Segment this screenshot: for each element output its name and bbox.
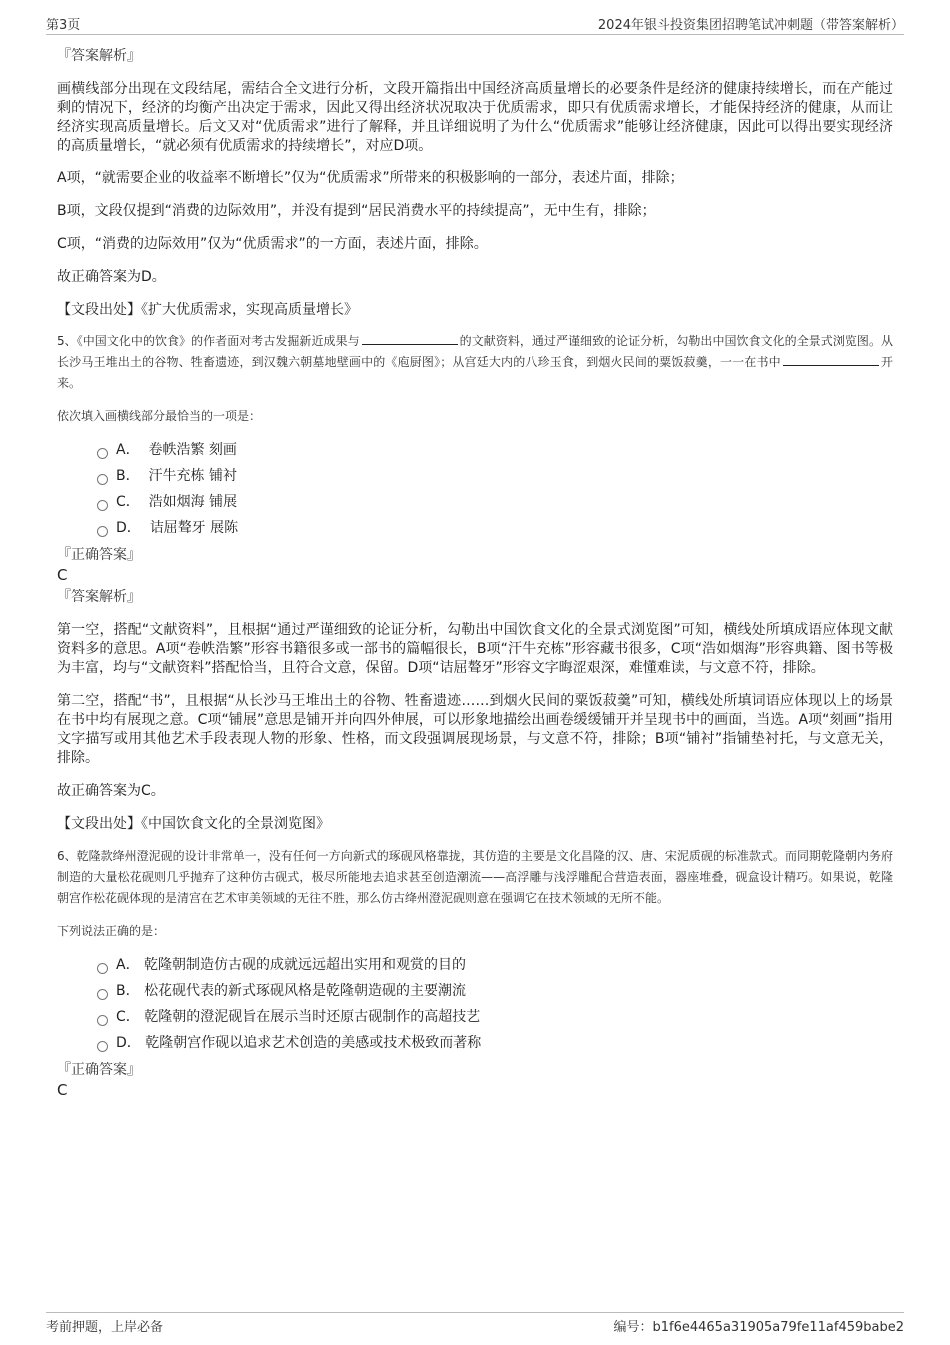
radio-icon[interactable]	[97, 526, 108, 537]
radio-icon[interactable]	[97, 963, 108, 974]
radio-icon[interactable]	[97, 474, 108, 485]
page-header	[46, 14, 904, 35]
q4-conclusion: 故正确答案为D。	[57, 269, 166, 285]
q5-analysis-p2: 第二空，搭配“书”，且根据“从长沙马王堆出土的谷物、牲畜遗迹……到烟火民间的粟饭菽羹”可知，横线处所填词语应体现以上的场景在书中均有展现之意。C项“铺展”意思是铺开并向四外伸展，可以形象地描绘出画卷缓缓铺开并呈现书中的画面，当选。A项“刻画”指用文字描写或用其他艺术手段表现人物的形象、性格，而文段强调展现场景，与文意不符，排除；B项“铺衬”指铺垫衬托，与文意无关，排除。	[57, 693, 893, 766]
q6-option-c[interactable]: C． 乾隆朝的澄泥砚旨在展示当时还原古砚制作的高超技艺	[97, 1004, 893, 1030]
q5-prompt: 依次填入画横线部分最恰当的一项是：	[57, 409, 262, 423]
q4-analysis-p3: B项，文段仅提到“消费的边际效用”，并没有提到“居民消费水平的持续提高”，无中生有，排除；	[57, 203, 656, 219]
q5-blank-2	[783, 353, 879, 366]
q5-analysis-label: 『答案解析』	[57, 589, 141, 605]
q5-correct-answer: C	[57, 566, 68, 584]
q5-options	[57, 437, 893, 541]
radio-icon[interactable]	[97, 1015, 108, 1026]
footer-slogan: 考前押题，上岸必备	[46, 1320, 164, 1335]
q5-stem: 5、《中国文化中的饮食》的作者面对考古发掘新近成果与 的文献资料，通过严谨细致的论证分析，勾勒出中国饮食文化的全景式浏览图。从长沙马王堆出土的谷物、牲畜遗迹，到汉魏六朝墓地壁画中的《庖厨图》；从宫廷大内的八珍玉食，到烟火民间的粟饭菽羹，一一在书中 开来。	[57, 334, 893, 390]
document-id: 编号：b1f6e4465a31905a79fe11af459babe2	[613, 1320, 904, 1335]
q6-option-a[interactable]: A． 乾隆朝制造仿古砚的成就远远超出实用和观赏的目的	[97, 952, 893, 978]
q6-option-b[interactable]: B． 松花砚代表的新式琢砚风格是乾隆朝造砚的主要潮流	[97, 978, 893, 1004]
q6-option-d[interactable]: D． 乾隆朝宫作砚以追求艺术创造的美感或技术极致而著称	[97, 1030, 893, 1056]
page-number: 第3页	[46, 18, 81, 33]
radio-icon[interactable]	[97, 989, 108, 1000]
radio-icon[interactable]	[97, 500, 108, 511]
radio-icon[interactable]	[97, 1041, 108, 1052]
radio-icon[interactable]	[97, 448, 108, 459]
q5-option-b[interactable]: B． 汗牛充栋 铺衬	[97, 463, 893, 489]
q4-analysis-p1: 画横线部分出现在文段结尾，需结合全文进行分析，文段开篇指出中国经济高质量增长的必要条件是经济的健康持续增长，而在产能过剩的情况下，经济的均衡产出决定于需求，因此又得出经济状况取决于优质需求，即只有优质需求增长，才能保持经济的健康，从而让经济实现高质量增长。后文又对“优质需求”进行了解释，并且详细说明了为什么“优质需求”能够让经济健康，因此可以得出要实现经济的高质量增长，“就必须有优质需求的持续增长”，对应D项。	[57, 81, 893, 154]
q5-conclusion: 故正确答案为C。	[57, 783, 165, 799]
q5-correct-label: 『正确答案』	[57, 547, 141, 563]
q5-option-a[interactable]: A． 卷帙浩繁 刻画	[97, 437, 893, 463]
q6-correct-answer: C	[57, 1081, 68, 1099]
q6-correct-label: 『正确答案』	[57, 1062, 141, 1078]
q4-analysis-p2: A项，“就需要企业的收益率不断增长”仅为“优质需求”所带来的积极影响的一部分，表述片面，排除；	[57, 170, 684, 186]
document-body	[57, 46, 893, 1100]
q4-source: 【文段出处】《扩大优质需求，实现高质量增长》	[57, 302, 358, 318]
q4-analysis-p4: C项，“消费的边际效用”仅为“优质需求”的一方面，表述片面，排除。	[57, 236, 488, 252]
q5-option-c[interactable]: C． 浩如烟海 铺展	[97, 489, 893, 515]
q6-options	[57, 952, 893, 1056]
q6-stem: 6、乾隆款绛州澄泥砚的设计非常单一，没有任何一方向新式的琢砚风格靠拢，其仿造的主要是文化昌隆的汉、唐、宋泥质砚的标准款式。而同期乾隆朝内务府制造的大量松花砚则几乎抛弃了这种仿古砚式，极尽所能地去追求甚至创造潮流——高浮雕与浅浮雕配合营造表面，器座堆叠，砚盒设计精巧。如果说，乾隆朝宫作松花砚体现的是清宫在艺术审美领域的无往不胜，那么仿古绛州澄泥砚则意在强调它在技术领域的无所不能。	[57, 849, 893, 905]
page-footer	[46, 1312, 904, 1335]
document-title: 2024年银斗投资集团招聘笔试冲刺题（带答案解析）	[597, 18, 904, 33]
q5-blank-1	[362, 332, 458, 345]
q6-prompt: 下列说法正确的是：	[57, 924, 166, 938]
q5-option-d[interactable]: D． 诘屈聱牙 展陈	[97, 515, 893, 541]
q5-source: 【文段出处】《中国饮食文化的全景浏览图》	[57, 816, 330, 832]
q5-analysis-p1: 第一空，搭配“文献资料”，且根据“通过严谨细致的论证分析，勾勒出中国饮食文化的全景式浏览图”可知，横线处所填成语应体现文献资料多的意思。A项“卷帙浩繁”形容书籍很多或一部书的篇幅很长，B项“汗牛充栋”形容藏书很多，C项“浩如烟海”形容典籍、图书等极为丰富，均与“文献资料”搭配恰当，且符合文意，保留。D项“诘屈聱牙”形容文字晦涩艰深，难懂难读，与文意不符，排除。	[57, 622, 893, 676]
q4-analysis-label: 『答案解析』	[57, 48, 141, 64]
